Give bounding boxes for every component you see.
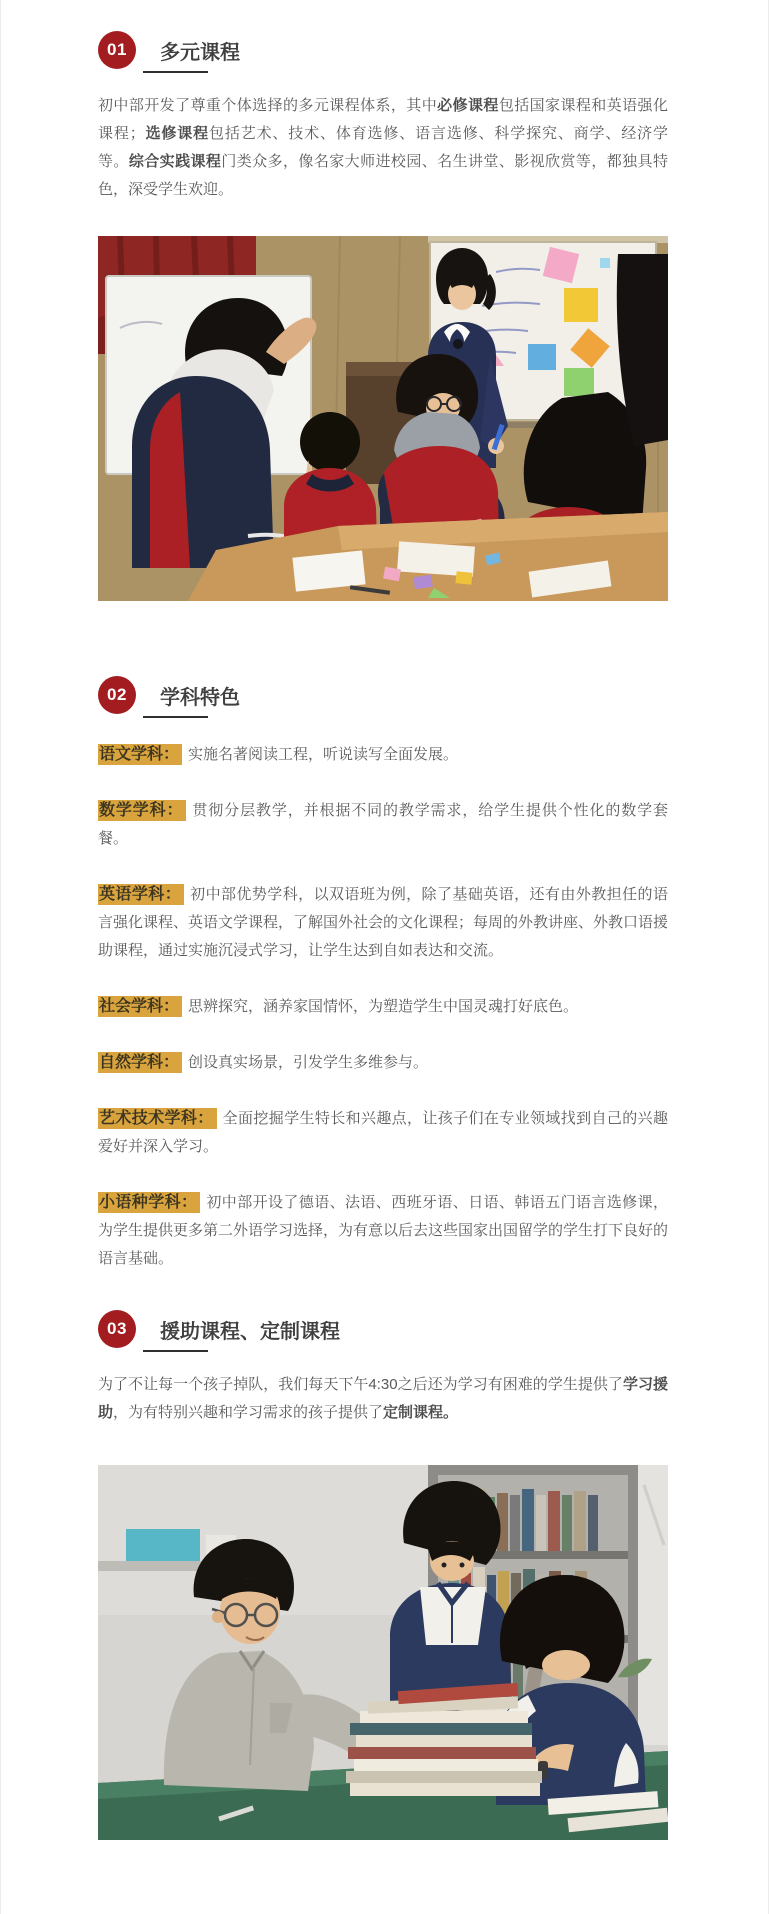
classroom-activity-photo[interactable] — [98, 236, 668, 601]
subject-text-minor-languages: 初中部开设了德语、法语、西班牙语、日语、韩语五门语言选修课，为学生提供更多第二外语学习选择，为有意以后去这些国家出国留学的学生打下良好的语言基础。 — [98, 1194, 669, 1267]
subject-text-math: 贯彻分层教学，并根据不同的教学需求，给学生提供个性化的数学套餐。 — [98, 802, 668, 847]
title-underline-01 — [143, 71, 208, 73]
subject-item-art-tech — [98, 1105, 668, 1161]
subject-item-minor-languages — [98, 1189, 668, 1273]
subject-text-art-tech: 全面挖掘学生特长和兴趣点，让孩子们在专业领域找到自己的兴趣爱好并深入学习。 — [98, 1110, 668, 1155]
section-03-paragraph: 为了不让每一个孩子掉队，我们每天下午4:30之后还为学习有困难的学生提供了学习援助，为有特别兴趣和学习需求的孩子提供了定制课程。 — [98, 1376, 668, 1421]
subject-text-science: 创设真实场景，引发学生多维参与。 — [188, 1054, 429, 1071]
section-header-01 — [98, 30, 668, 70]
subject-item-math — [98, 797, 668, 853]
subject-item-english — [98, 881, 668, 965]
subject-item-chinese — [98, 741, 668, 769]
section-title-02: 学科特色 — [160, 686, 240, 709]
subject-label-minor-languages: 小语种学科： — [98, 1192, 200, 1213]
section-title-03: 援助课程、定制课程 — [160, 1320, 340, 1343]
subject-label-science: 自然学科： — [98, 1052, 182, 1073]
section-01-paragraph: 初中部开发了尊重个体选择的多元课程体系，其中必修课程包括国家课程和英语强化课程；选修课程包括艺术、技术、体育选修、语言选修、科学探究、商学、经济学等。综合实践课程门类众多，像名家大师进校园、名生讲堂、影视欣赏等，都独具特色，深受学生欢迎。 — [98, 97, 668, 198]
subject-label-chinese: 语文学科： — [98, 744, 182, 765]
section-header-02 — [98, 675, 668, 715]
subject-label-social: 社会学科： — [98, 996, 182, 1017]
subject-item-science — [98, 1049, 668, 1077]
tutoring-photo[interactable] — [98, 1465, 668, 1840]
subject-item-social — [98, 993, 668, 1021]
classroom-activity-illustration — [98, 236, 668, 601]
subject-text-social: 思辨探究，涵养家国情怀，为塑造学生中国灵魂打好底色。 — [188, 998, 579, 1015]
title-underline-02 — [143, 716, 208, 718]
tutoring-illustration — [98, 1465, 668, 1840]
subject-label-english: 英语学科： — [98, 884, 184, 905]
section-subject-features — [98, 675, 668, 1273]
section-diverse-courses — [98, 30, 668, 601]
section-number-badge-02: 02 — [98, 676, 136, 714]
subject-text-english: 初中部优势学科，以双语班为例，除了基础英语，还有由外教担任的语言强化课程、英语文学课程，了解国外社会的文化课程；每周的外教讲座、外教口语援助课程，通过实施沉浸式学习，让学生达到自如表达和交流。 — [98, 886, 669, 959]
subject-items-list — [98, 741, 668, 1273]
subject-label-art-tech: 艺术技术学科： — [98, 1108, 217, 1129]
section-number-badge-03: 03 — [98, 1310, 136, 1348]
section-header-03 — [98, 1309, 668, 1349]
subject-text-chinese: 实施名著阅读工程，听说读写全面发展。 — [188, 746, 459, 763]
section-title-01: 多元课程 — [160, 41, 240, 64]
subject-label-math: 数学学科： — [98, 800, 186, 821]
section-number-badge-01: 01 — [98, 31, 136, 69]
title-underline-03 — [143, 1350, 208, 1352]
section-support-custom-courses — [98, 1309, 668, 1840]
